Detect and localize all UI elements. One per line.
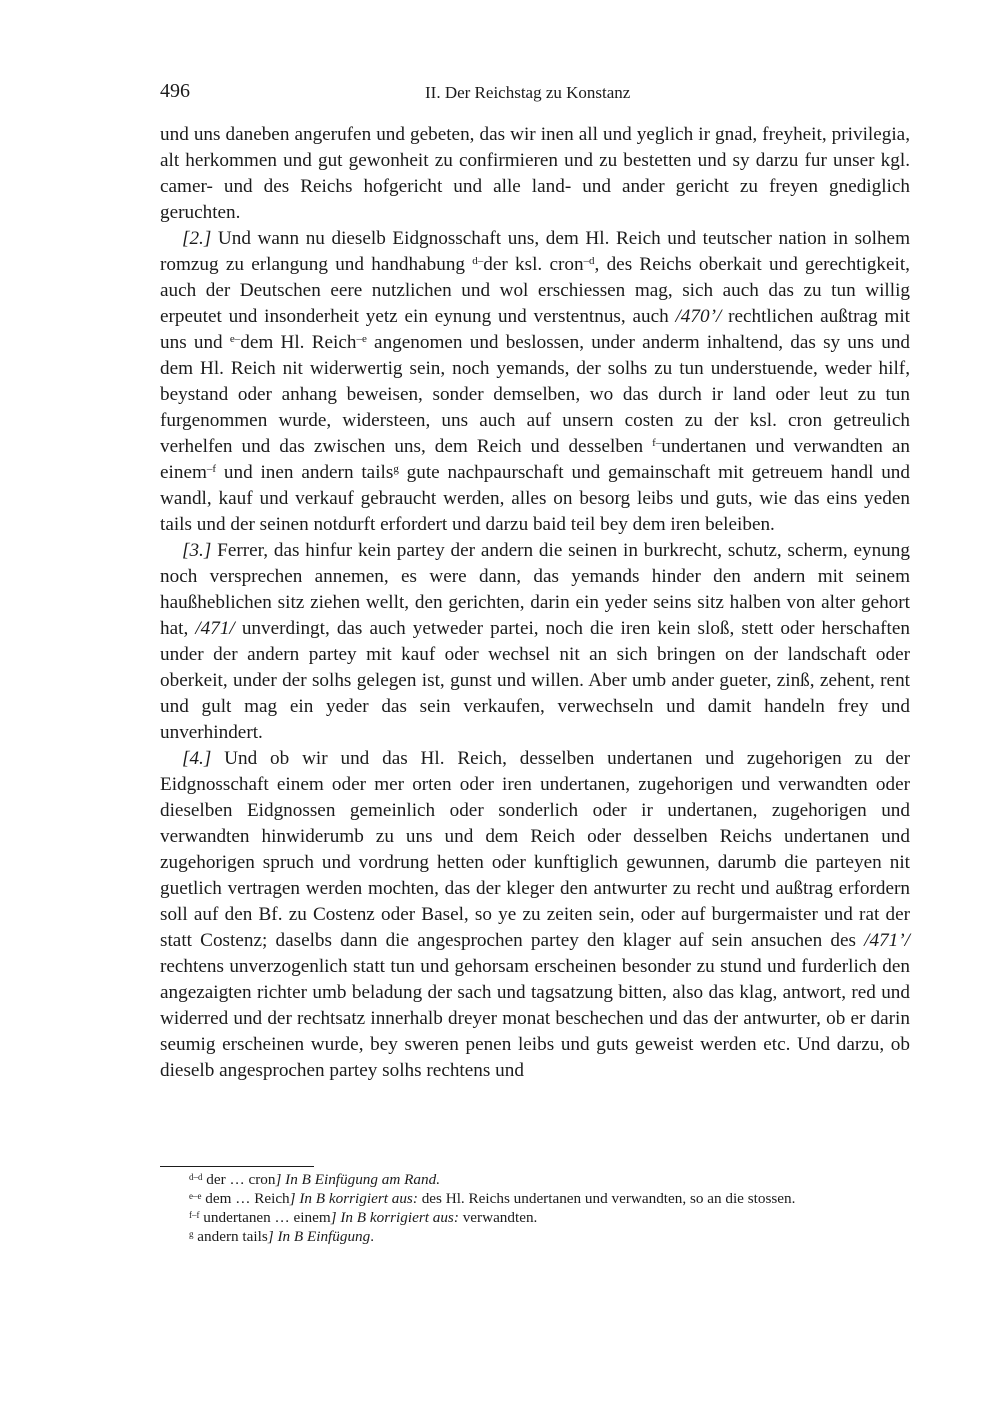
text-segment: rechtens unverzogenlich statt tun und gehorsam erscheinen besonder zu stund und furderlich den angezaigten richter umb beladung der sach und tagsatzung bitten, also das klag, antwort, red und widerred und der rechtsatz innerhalb dreyer monat beschechen und das der antwurter, ob er darin seumig erscheinen wurde, bey sweren penen leibs und guts geweist werden etc. Und darzu, ob dieselb angesprochen partey solhs rechtens und: [160, 956, 910, 1081]
footnote-mark: f–f: [189, 1209, 200, 1220]
section-number: [2.]: [182, 228, 212, 249]
footnote-rest: .: [370, 1228, 375, 1245]
footnote-lemma: dem … Reich: [201, 1190, 290, 1207]
footnote-note: ] In B Einfügung am Rand.: [275, 1171, 440, 1188]
footnote-marker: –f: [206, 462, 217, 475]
text-segment: , des Reichs oberkait und gerechtigkeit, auch der Deutschen eere nutzlichen und wol erschiessen mag, sich auch das zu tun willig erpeutet und insonderheit yetz ein eynung und verstentnus, auch: [160, 254, 910, 327]
text-segment: der ksl. cron: [483, 254, 584, 275]
folio-marker: /470’/: [675, 306, 722, 327]
footnote-mark: d–d: [189, 1171, 203, 1182]
folio-marker: /471/: [195, 618, 235, 639]
section-number: [4.]: [182, 748, 212, 769]
text-segment: Ferrer, das hinfur kein partey der andern die seinen in burkrecht, schutz, scherm, eynung noch versprechen annemen, es were dann, das yemands hinder den andern mit seinem haußheblichen sitz ziehen wellt, den gerichten, darin ein yeder seins sitz halben von alter gehort hat,: [160, 540, 910, 639]
footnote-note: ] In B korrigiert aus:: [289, 1190, 418, 1207]
main-text: [160, 122, 910, 1084]
footnote-note: ] In B Einfügung: [267, 1228, 371, 1245]
text-segment: unverdingt, das auch yetweder partei, noch die iren kein sloß, stett oder herschaften under der andern partey mit kauf oder wechsel nit an sich bringen on der landschaft oder oberkeit, under der solhs gelegen ist, gunst und willen. Aber umb ander gueter, zinß, zehent, rent und gult mag ein yeder das sein verkaufen, verwechseln und damit handeln frey und unverhindert.: [160, 618, 910, 743]
footnote-note: ] In B korrigiert aus:: [330, 1209, 459, 1226]
text-segment: undertanen und verwandten an einem: [160, 436, 910, 483]
text-segment: Und ob wir und das Hl. Reich, desselben undertanen und zugehorigen zu der Eidgnosschaft einem oder mer orten oder iren undertanen, zugehorigen und verwandten oder dieselben Eidgnossen gemeinlich oder sonderlich oder ir undertanen, zugehorigen und verwandten hinwiderumb zu uns und dem Reich oder desselben Reichs undertanen und zugehorigen spruch und vordrung hetten oder kunftiglich gewunnen, darumb die parteyen nit guetlich vertragen werden mochten, das der kleger den antwurter zu recht und außtrag erfordern soll auf den Bf. zu Costenz oder Basel, so ye zu zeiten sein, oder auf burgermaister und rat der statt Costenz; daselbs dann die angesprochen partey den klager auf sein ansuchen des: [160, 748, 910, 951]
text-segment: angenomen und beslossen, under anderm inhaltend, das sy uns und dem Hl. Reich nit widerwertig sein, noch yemands, der solhs zu tun understuende, weder hilf, beystand oder anhang beweisen, sonder demselben, wo das durch ir land oder leut zu tun furgenommen wurde, widersteen, uns auch auf unsern costen zu der ksl. cron getreulich verhelfen und das zwischen uns, dem Reich und desselben: [160, 332, 911, 457]
footnote-rest: verwandten.: [458, 1209, 538, 1226]
footnote-separator: [160, 1166, 314, 1167]
text-segment: und uns daneben angerufen und gebeten, das wir inen all und yeglich ir gnad, freyheit, privilegia, alt herkommen und gut gewonheit zu confirmieren und zu bestetten und sy darzu fur unser kgl. camer- und des Reichs hofgericht und alle land- und ander gericht zu freyen gnediglich geruchten.: [160, 124, 910, 223]
paragraph-3: [160, 538, 910, 746]
footnote-lemma: andern tails: [193, 1228, 268, 1245]
folio-marker: /471’/: [864, 930, 910, 951]
text-segment: Und wann nu dieselb Eidgnosschaft uns, dem Hl. Reich und teutscher nation in solhem romzug zu erlangung und handhabung: [160, 228, 910, 275]
text-segment: rechtlichen außtrag mit uns und: [160, 306, 910, 353]
footnote-mark: e–e: [189, 1190, 202, 1201]
paragraph-4: [160, 746, 910, 1084]
footnote-mark: g: [189, 1228, 194, 1239]
section-number: [3.]: [182, 540, 212, 561]
page-header: [160, 80, 910, 106]
text-segment: gute nachpaurschaft und gemainschaft mit getreuem handl und wandl, kauf und verkauf gebraucht werden, alles on besorg leibs und guts, wie das eins yeden tails und der seinen notdurft erfordert und darzu baid teil bey dem iren beleiben.: [160, 462, 910, 535]
footnotes: [189, 1170, 909, 1246]
running-title: II. Der Reichstag zu Konstanz: [425, 83, 631, 102]
footnote-lemma: undertanen … einem: [199, 1209, 331, 1226]
text-segment: dem Hl. Reich: [240, 332, 357, 353]
footnote-rest: des Hl. Reichs undertanen und verwandten, so an die stossen.: [417, 1190, 796, 1207]
footnote-marker: g: [393, 462, 399, 475]
page-number: 496: [160, 80, 190, 102]
paragraph-1: [160, 122, 910, 226]
paragraph-2: [160, 226, 910, 538]
footnote: [189, 1170, 909, 1189]
footnote: [189, 1227, 909, 1246]
footnote-marker: d–: [472, 254, 484, 267]
footnote-marker: –d: [583, 254, 595, 267]
footnote-lemma: der … cron: [202, 1171, 276, 1188]
footnote-marker: e–: [229, 332, 241, 345]
text-segment: und inen andern tails: [216, 462, 394, 483]
footnote: [189, 1189, 909, 1208]
footnote-marker: f–: [652, 436, 662, 449]
footnote: [189, 1208, 909, 1227]
footnote-marker: –e: [356, 332, 367, 345]
